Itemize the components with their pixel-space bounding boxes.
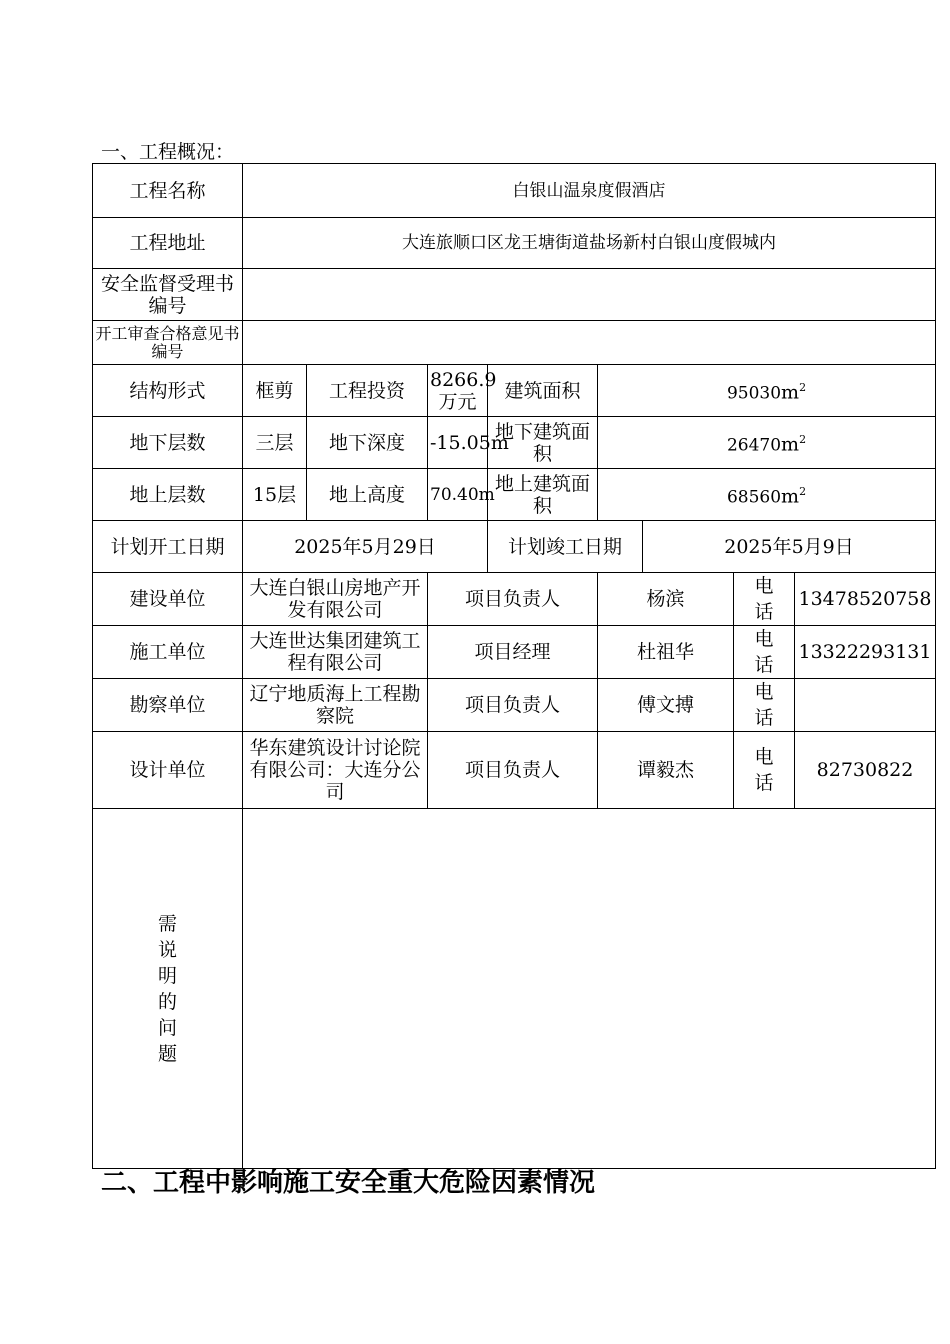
row-unit-owner: [93, 573, 936, 626]
building-area-number: 95030: [726, 383, 782, 404]
building-area-value: [598, 365, 936, 417]
aboveground-area-unit-sup: 2: [799, 484, 807, 498]
project-overview-table: [92, 163, 936, 1169]
underground-area-unit-sup: 2: [799, 432, 807, 446]
unit-name: 华东建筑设计讨论院有限公司：大连分公司: [243, 732, 428, 809]
unit-label: 设计单位: [93, 732, 243, 809]
unit-phone: [795, 679, 936, 732]
unit-phone: 13478520758: [795, 573, 936, 626]
unit-name: 大连白银山房地产开发有限公司: [243, 573, 428, 626]
row-unit-design: [93, 732, 936, 809]
aboveground-floors-label: 地上层数: [93, 469, 243, 521]
row-review-number: [93, 321, 936, 365]
review-number-value: [243, 321, 936, 365]
underground-area-value: [598, 417, 936, 469]
unit-phone-label: 电话: [734, 573, 795, 626]
building-area-unit-sup: 2: [799, 380, 807, 394]
row-project-address: [93, 218, 936, 269]
supervision-number-value: [243, 269, 936, 321]
row-project-name: [93, 164, 936, 218]
planned-end-value: 2025年5月9日: [643, 521, 936, 573]
aboveground-area-number: 68560: [726, 487, 782, 508]
investment-label: 工程投资: [307, 365, 428, 417]
underground-depth-label: 地下深度: [307, 417, 428, 469]
unit-label: 勘察单位: [93, 679, 243, 732]
aboveground-height-label: 地上高度: [307, 469, 428, 521]
supervision-number-label: 安全监督受理书编号: [93, 269, 243, 321]
unit-role: 项目经理: [428, 626, 598, 679]
unit-role: 项目负责人: [428, 679, 598, 732]
investment-value: 8266.9万元: [428, 365, 488, 417]
unit-role: 项目负责人: [428, 573, 598, 626]
underground-floors-label: 地下层数: [93, 417, 243, 469]
notes-content: [243, 809, 936, 1169]
row-unit-survey: [93, 679, 936, 732]
unit-role: 项目负责人: [428, 732, 598, 809]
structure-value: 框剪: [243, 365, 307, 417]
unit-phone-label: 电话: [734, 732, 795, 809]
underground-depth-value: -15.05m: [428, 417, 488, 469]
notes-label: 需说明的问题: [93, 809, 243, 1169]
planned-end-label: 计划竣工日期: [488, 521, 643, 573]
unit-phone: 13322293131: [795, 626, 936, 679]
row-unit-contractor: [93, 626, 936, 679]
project-address-label: 工程地址: [93, 218, 243, 269]
unit-phone: 82730822: [795, 732, 936, 809]
aboveground-height-value: 70.40m: [428, 469, 488, 521]
planned-start-value: 2025年5月29日: [243, 521, 488, 573]
row-structure: [93, 365, 936, 417]
building-area-unit: m: [781, 381, 800, 404]
unit-name: 辽宁地质海上工程勘察院: [243, 679, 428, 732]
section1-heading: 一、工程概况：: [101, 141, 235, 163]
underground-floors-value: 三层: [243, 417, 307, 469]
project-name-label: 工程名称: [93, 164, 243, 218]
review-number-label: 开工审查合格意见书编号: [93, 321, 243, 365]
planned-start-label: 计划开工日期: [93, 521, 243, 573]
section2-heading: 二、工程中影响施工安全重大危险因素情况: [101, 1168, 596, 1198]
unit-person: 傅文搏: [598, 679, 734, 732]
unit-label: 施工单位: [93, 626, 243, 679]
project-address-value: 大连旅顺口区龙王塘街道盐场新村白银山度假城内: [243, 218, 936, 269]
unit-person: 谭毅杰: [598, 732, 734, 809]
aboveground-area-unit: m: [781, 485, 800, 508]
row-schedule: [93, 521, 936, 573]
row-underground: [93, 417, 936, 469]
underground-area-unit: m: [781, 433, 800, 456]
aboveground-area-value: [598, 469, 936, 521]
unit-person: 杜祖华: [598, 626, 734, 679]
underground-area-number: 26470: [726, 435, 782, 456]
unit-person: 杨滨: [598, 573, 734, 626]
row-notes: [93, 809, 936, 1169]
row-aboveground: [93, 469, 936, 521]
unit-label: 建设单位: [93, 573, 243, 626]
row-supervision-number: [93, 269, 936, 321]
unit-name: 大连世达集团建筑工程有限公司: [243, 626, 428, 679]
aboveground-floors-value: 15层: [243, 469, 307, 521]
project-name-value: 白银山温泉度假酒店: [243, 164, 936, 218]
unit-phone-label: 电话: [734, 626, 795, 679]
structure-label: 结构形式: [93, 365, 243, 417]
building-area-label: 建筑面积: [488, 365, 598, 417]
unit-phone-label: 电话: [734, 679, 795, 732]
underground-area-label: 地下建筑面积: [488, 417, 598, 469]
aboveground-area-label: 地上建筑面积: [488, 469, 598, 521]
